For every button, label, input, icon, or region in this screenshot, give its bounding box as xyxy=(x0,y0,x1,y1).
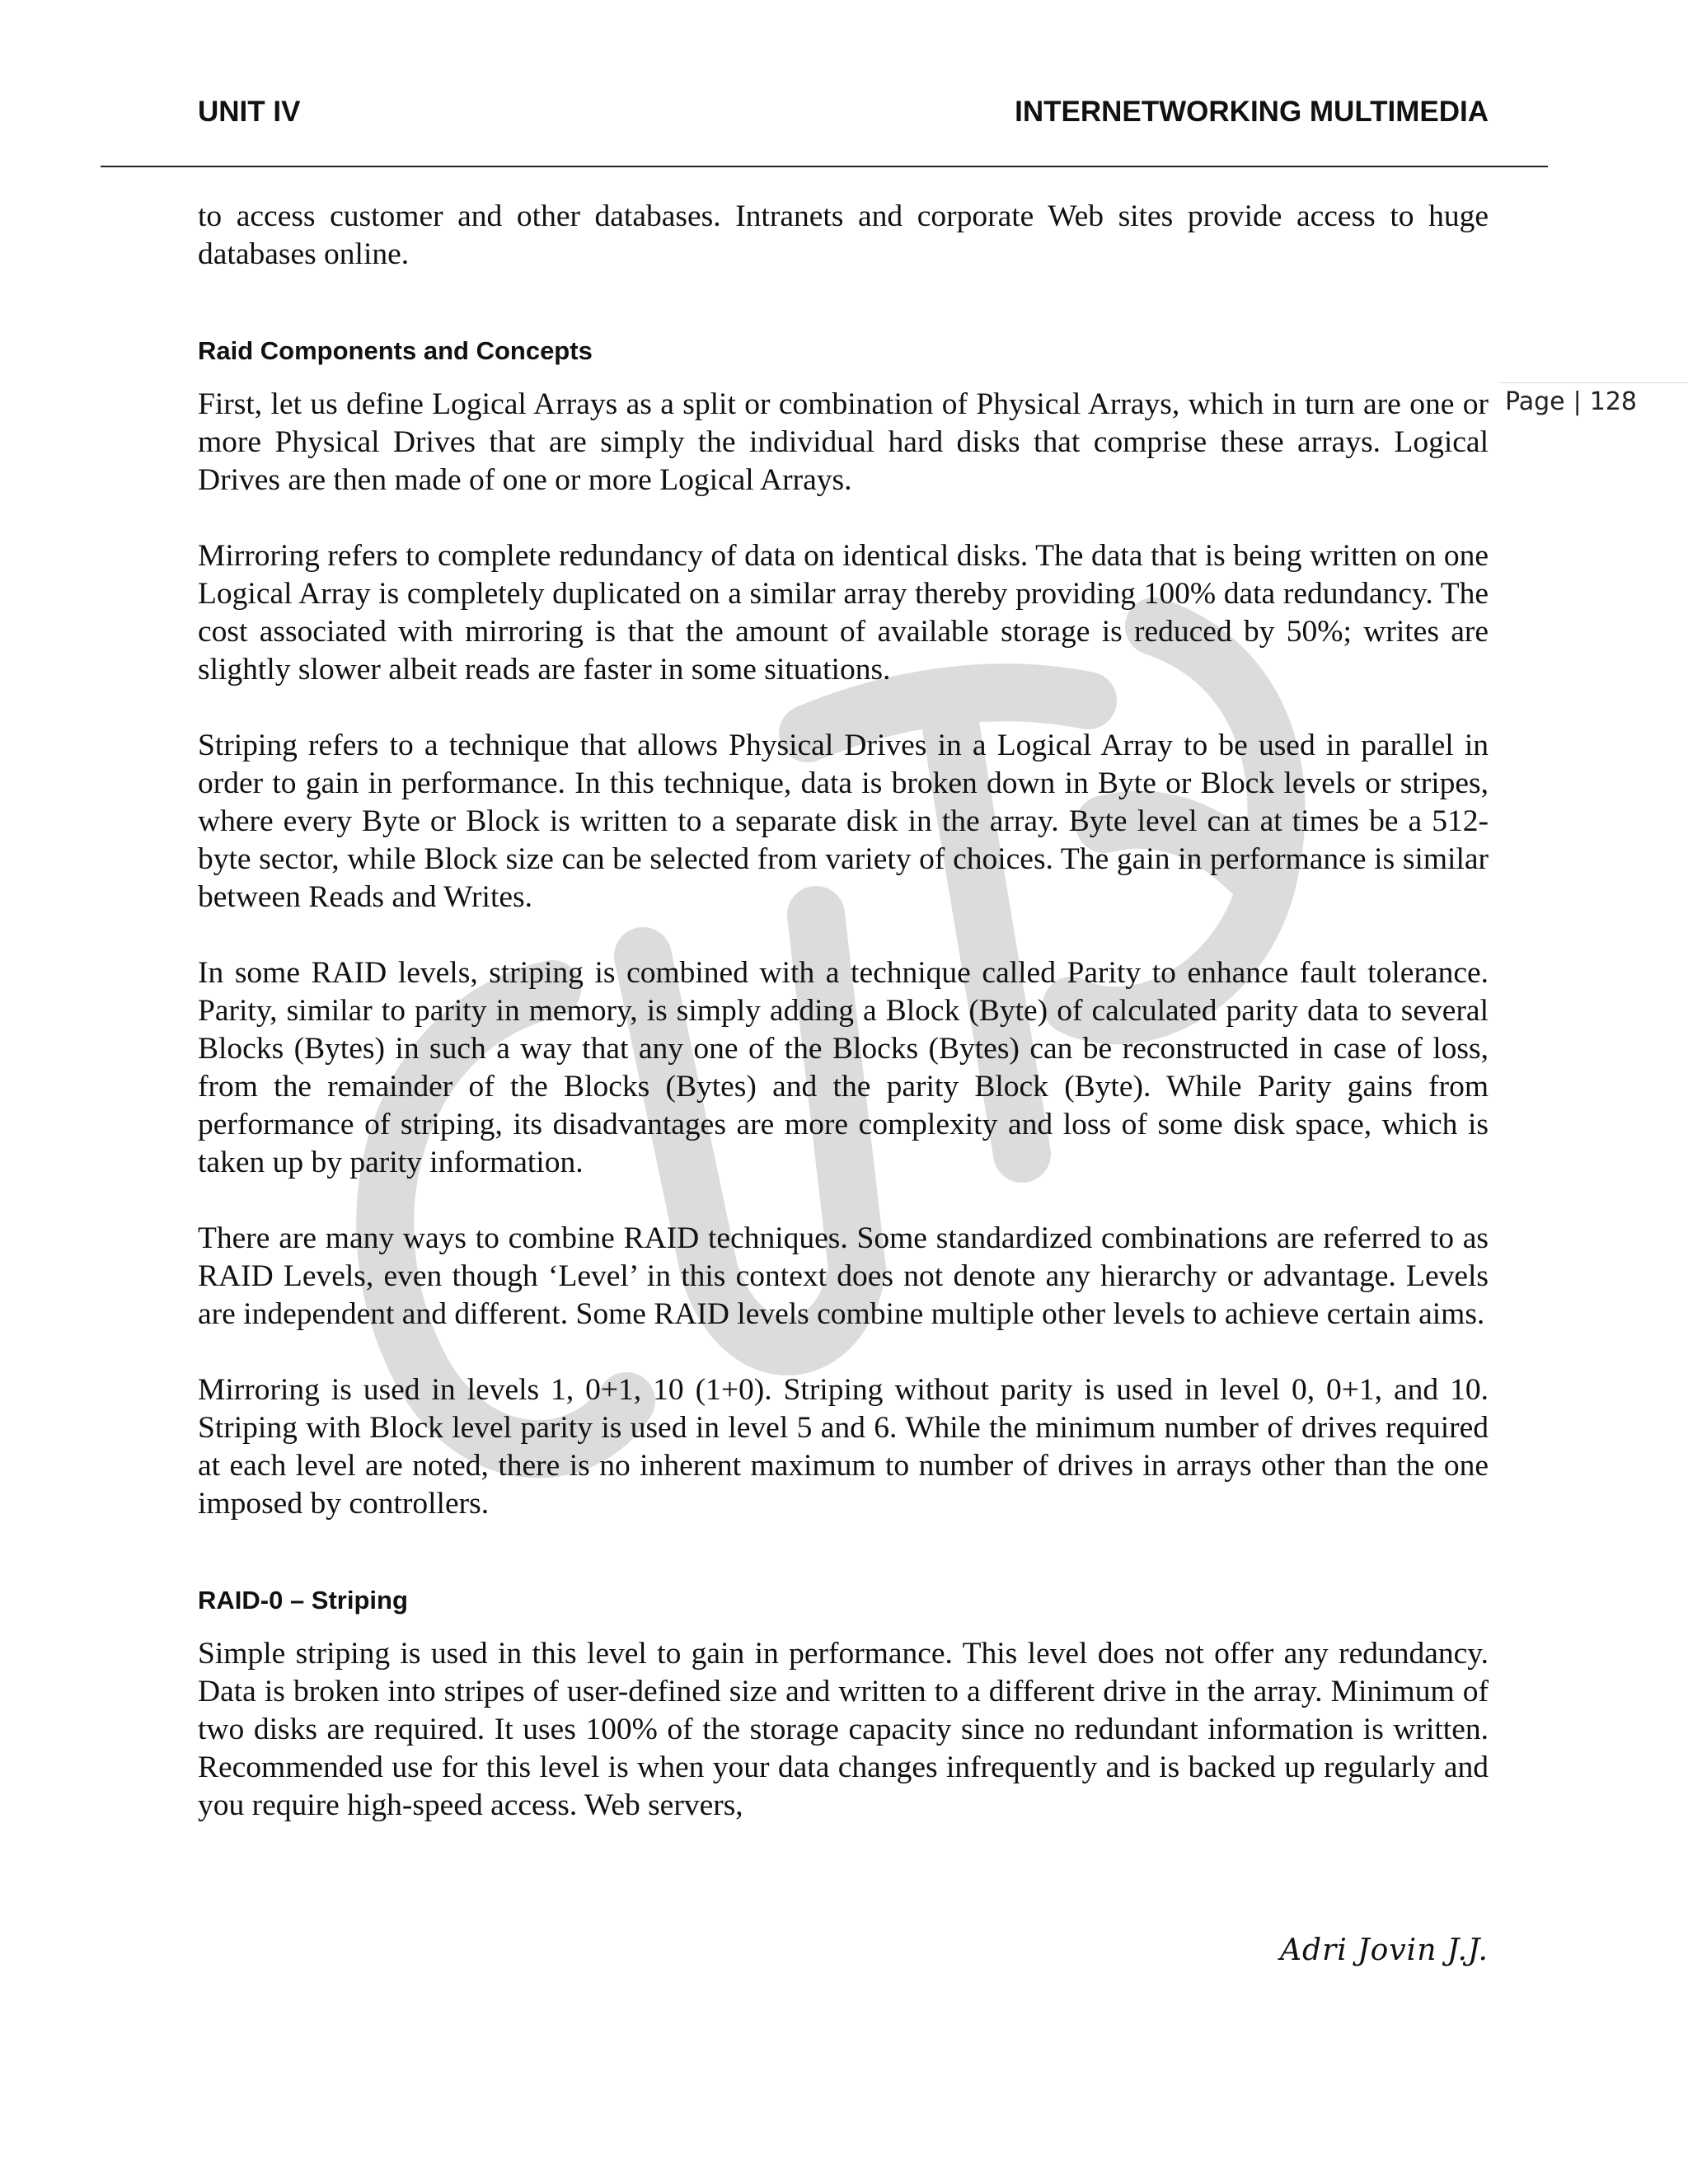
header-course-title: INTERNETWORKING MULTIMEDIA xyxy=(1015,96,1489,128)
page-header xyxy=(198,96,1489,137)
document-body xyxy=(198,198,1489,1825)
page-number-divider xyxy=(1500,382,1688,383)
header-unit: UNIT IV xyxy=(198,96,301,128)
section-heading-raid-components: Raid Components and Concepts xyxy=(198,336,593,365)
paragraph-striping: Striping refers to a technique that allows Physical Drives in a Logical Array to be used in parallel in order to gain in performance. In this technique, data is broken down in Byte or Block levels or stripes, where every Byte or Block is written to a separate disk in the array. Byte level can at times be a 512-byte sector, while Block size can be selected from variety of choices. The gain in performance is similar between Reads and Writes. xyxy=(198,729,1489,914)
page-number-label: Page xyxy=(1505,387,1565,416)
page-number-value: 128 xyxy=(1589,387,1638,416)
page-number-separator: | xyxy=(1573,387,1582,416)
paragraph-level-usage: Mirroring is used in levels 1, 0+1, 10 (1+0). Striping without parity is used in level 0, 0+1, and 10. Striping with Block level parity is used in level 5 and 6. While the minimum number of drives required at each level are noted, there is no inherent maximum to number of drives in arrays other than the one imposed by controllers. xyxy=(198,1373,1489,1521)
author-signature: Adri Jovin J.J. xyxy=(1280,1933,1489,1967)
page-number xyxy=(1505,387,1637,416)
paragraph-raid-levels: There are many ways to combine RAID techniques. Some standardized combinations are referred to as RAID Levels, even though ‘Level’ in this context does not denote any hierarchy or advantage. Levels are independent and different. Some RAID levels combine multiple other levels to achieve certain aims. xyxy=(198,1221,1489,1331)
header-divider xyxy=(101,166,1548,167)
section-heading-raid-0: RAID-0 – Striping xyxy=(198,1586,408,1615)
paragraph-mirroring: Mirroring refers to complete redundancy of data on identical disks. The data that is being written on one Logical Array is completely duplicated on a similar array thereby providing 100% data redundancy. The cost associated with mirroring is that the amount of available storage is reduced by 50%; writes are slightly slower albeit reads are faster in some situations. xyxy=(198,539,1489,687)
paragraph-raid-0: Simple striping is used in this level to gain in performance. This level does not offer any redundancy. Data is broken into stripes of user-defined size and written to a different drive in the array. Minimum of two disks are required. It uses 100% of the storage capacity since no redundant information is written. Recommended use for this level is when your data changes infrequently and is backed up regularly and you require high-speed access. Web servers, xyxy=(198,1637,1489,1822)
paragraph-logical-arrays: First, let us define Logical Arrays as a split or combination of Physical Arrays, which in turn are one or more Physical Drives that are simply the individual hard disks that comprise these arrays. Logical Drives are then made of one or more Logical Arrays. xyxy=(198,387,1489,497)
intro-paragraph: to access customer and other databases. Intranets and corporate Web sites provide access to huge databases online. xyxy=(198,199,1489,271)
paragraph-parity: In some RAID levels, striping is combined with a technique called Parity to enhance fault tolerance. Parity, similar to parity in memory, is simply adding a Block (Byte) of calculated parity data to several Blocks (Bytes) in such a way that any one of the Blocks (Bytes) can be reconstructed in case of loss, from the remainder of the Blocks (Bytes) and the parity Block (Byte). While Parity gains from performance of striping, its disadvantages are more complexity and loss of some disk space, which is taken up by parity information. xyxy=(198,956,1489,1179)
